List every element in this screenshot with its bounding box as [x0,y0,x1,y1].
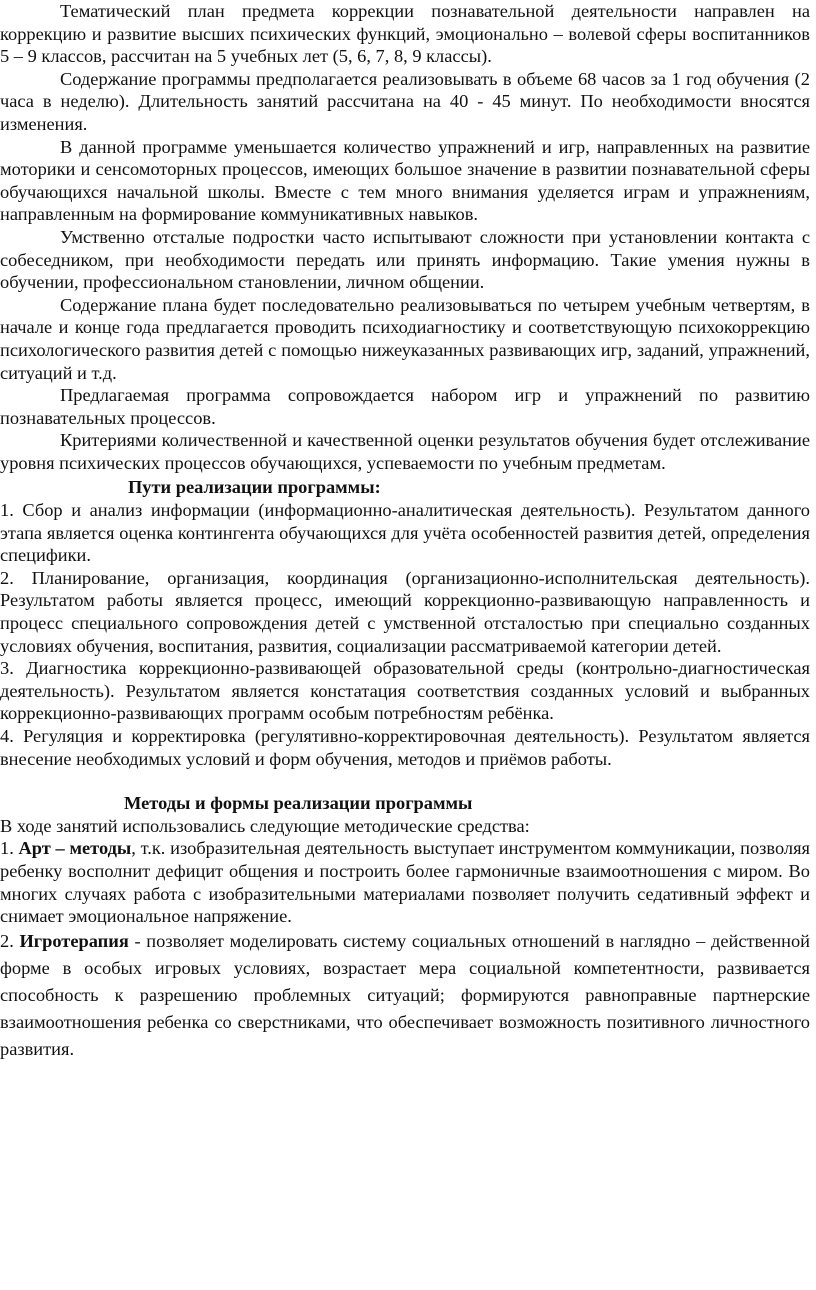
section-title-implementation: Пути реализации программы: [128,477,381,498]
paragraph-quarters: Содержание плана будет последовательно реализовываться по четырем учебным четвертям, в начале и конце года предлагается проводить психодиагностику и соответствующую психокоррекцию психологического развития детей с помощью нижеуказанных развивающих игр, заданий, упражнений, ситуаций и т.д. [0,294,810,383]
paragraph-criteria: Критериями количественной и качественной оценки результатов обучения будет отслеживание уровня психических процессов обучающихся, успеваемости по учебным предметам. [0,430,810,473]
method-description: , т.к. изобразительная деятельность выступает инструментом коммуникации, позволяя ребенку восполнит дефицит общения и построить более гармоничные взаимоотношения с миром. Во многих случаях работа с изобразительными материалами позволяет получить седативный эффект и снимает эмоциональное напряжение. [0,838,811,927]
method-number: 2. [0,930,20,951]
implementation-item-2: 2. Планирование, организация, координация (организационно-исполнительская деятельность). Результатом работы является процесс, имеющий коррекционно-развивающую направленность и процесс специального сопровождения детей с умственной отсталостью при специально созданных условиях обучения, воспитания, развития, социализации рассматриваемой категории детей. [0,567,810,656]
method-item-play-therapy [0,928,810,1063]
method-term: Арт – методы [18,838,132,859]
method-number: 1. [0,838,19,859]
method-description: - позволяет моделировать систему социальных отношений в наглядно – действенной форме в особых игровых условиях, возрастает мера социальной компетентности, развивается способность к разрешению проблемных ситуаций; формируются равноправные партнерские взаимоотношения ребенка со сверстниками, что обеспечивает возможность позитивного личностного развития. [0,930,810,1059]
paragraph-thematic-plan: Тематический план предмета коррекции познавательной деятельности направлен на коррекцию и развитие высших психических функций, эмоционально – волевой сферы воспитанников 5 – 9 классов, рассчитан на 5 учебных лет (5, 6, 7, 8, 9 классы). [0,1,810,67]
methods-intro: В ходе занятий использовались следующие методические средства: [0,815,530,836]
paragraph-games-set: Предлагаемая программа сопровождается набором игр и упражнений по развитию познавательных процессов. [0,385,810,428]
implementation-item-3: 3. Диагностика коррекционно-развивающей образовательной среды (контрольно-диагностическая деятельность). Результатом является констатация соответствия созданных условий и выбранных коррекционно-развивающих программ особым потребностям ребёнка. [0,658,810,724]
section-title-methods: Методы и формы реализации программы [124,793,473,814]
method-item-art [0,837,810,927]
method-term: Игротерапия [19,930,129,951]
paragraph-program-hours: Содержание программы предполагается реализовывать в объеме 68 часов за 1 год обучения (2 часа в неделю). Длительность занятий рассчитана на 40 - 45 минут. По необходимости вносятся изменения. [0,68,810,134]
paragraph-exercises: В данной программе уменьшается количество упражнений и игр, направленных на развитие моторики и сенсомоторных процессов, имеющих большое значение в развитии познавательной сферы обучающихся начальной школы. Вместе с тем много внимания уделяется играм и упражнениям, направленным на формирование коммуникативных навыков. [0,136,810,225]
implementation-item-1: 1. Сбор и анализ информации (информационно-аналитическая деятельность). Результатом данного этапа является оценка контингента обучающихся для учёта особенностей развития детей, определения специфики. [0,500,810,566]
implementation-item-4: 4. Регуляция и корректировка (регулятивно-корректировочная деятельность). Результатом является внесение необходимых условий и форм обучения, методов и приёмов работы. [0,726,810,769]
paragraph-adolescents: Умственно отсталые подростки часто испытывают сложности при установлении контакта с собеседником, при необходимости передать или принять информацию. Такие умения нужны в обучении, профессиональном становлении, личном общении. [0,226,810,293]
